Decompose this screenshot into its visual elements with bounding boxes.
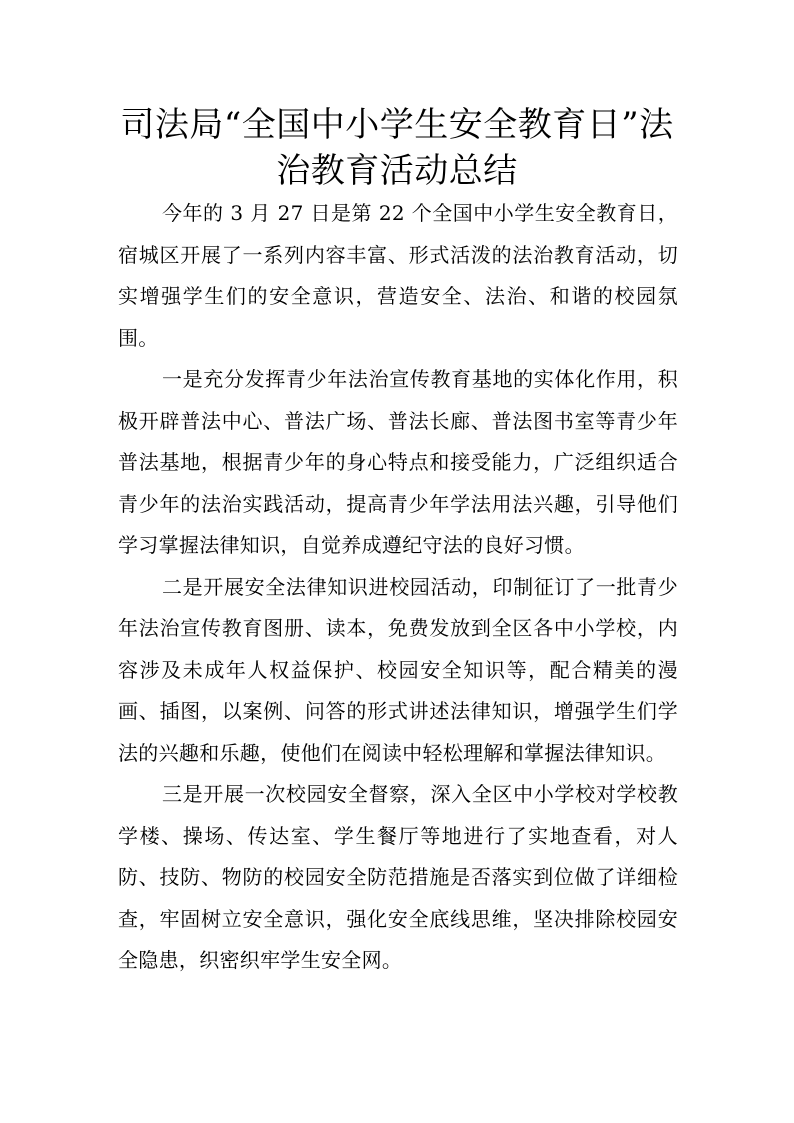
document-body: [118, 193, 678, 982]
paragraph-point-one: 一是充分发挥青少年法治宣传教育基地的实体化作用，积极开辟普法中心、普法广场、普法长廊、普法图书室等青少年普法基地，根据青少年的身心特点和接受能力，广泛组织适合青少年的法治实践活动，提高青少年学法用法兴趣，引导他们学习掌握法律知识，自觉养成遵纪守法的良好习惯。: [118, 367, 678, 557]
document-title: 司法局“全国中小学生安全教育日”法治教育活动总结: [120, 105, 674, 191]
paragraph-intro: 今年的 3 月 27 日是第 22 个全国中小学生安全教育日，宿城区开展了一系列内容丰富、形式活泼的法治教育活动，切实增强学生们的安全意识，营造安全、法治、和谐的校园氛围。: [118, 201, 678, 350]
paragraph-point-three: 三是开展一次校园安全督察，深入全区中小学校对学校教学楼、操场、传达室、学生餐厅等地进行了实地查看，对人防、技防、物防的校园安全防范措施是否落实到位做了详细检查，牢固树立安全意识，强化安全底线思维，坚决排除校园安全隐患，织密织牢学生安全网。: [118, 782, 678, 972]
paragraph-point-two: 二是开展安全法律知识进校园活动，印制征订了一批青少年法治宣传教育图册、读本，免费发放到全区各中小学校，内容涉及未成年人权益保护、校园安全知识等，配合精美的漫画、插图，以案例、问答的形式讲述法律知识，增强学生们学法的兴趣和乐趣，使他们在阅读中轻松理解和掌握法律知识。: [118, 574, 678, 765]
